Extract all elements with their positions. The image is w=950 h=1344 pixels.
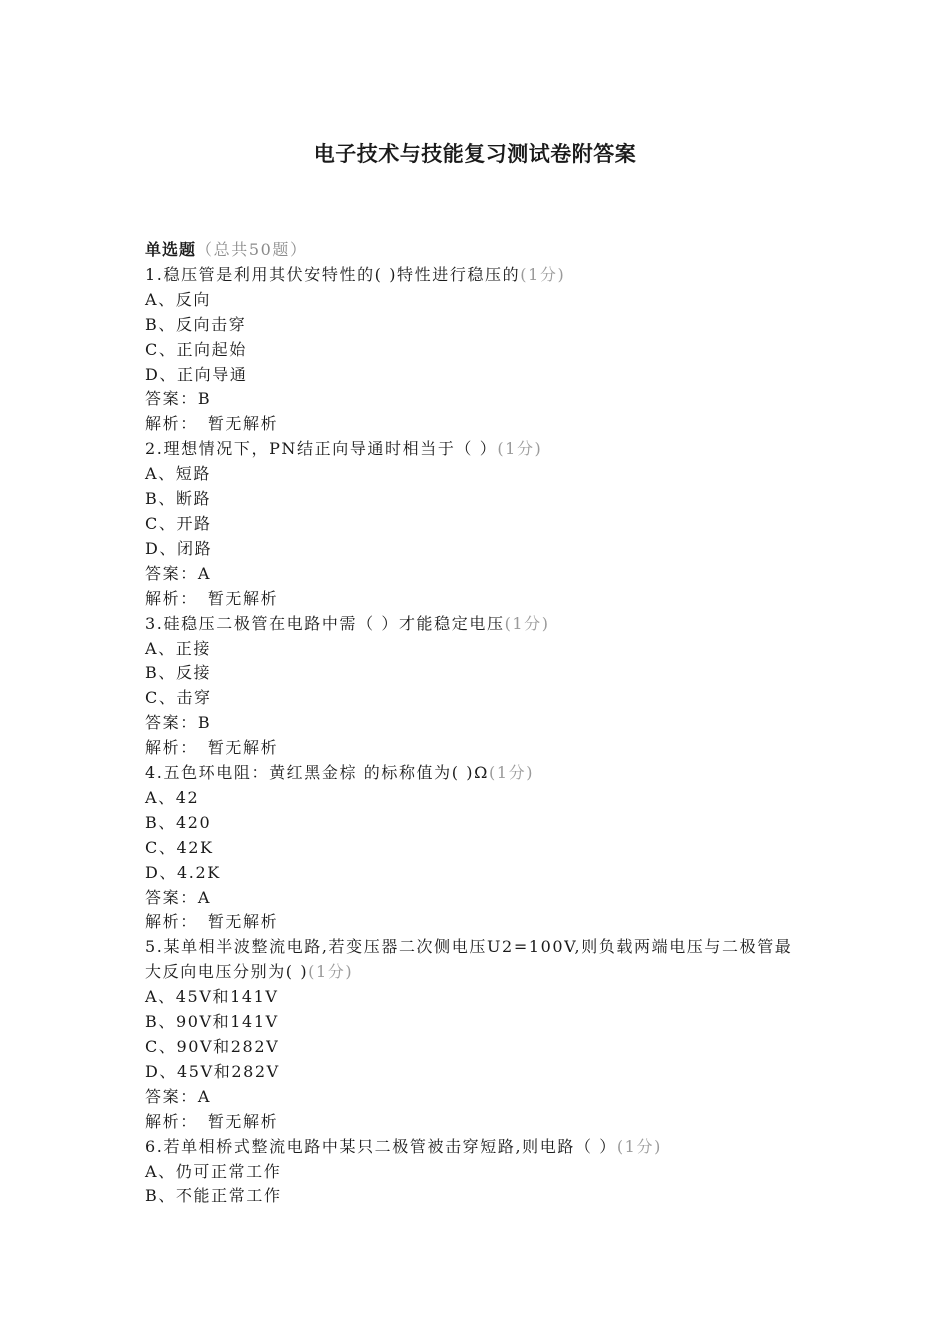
answer-value: A	[197, 1086, 211, 1106]
question-2	[145, 437, 805, 611]
question-score: (1分)	[308, 962, 354, 982]
answer-value: A	[197, 887, 211, 907]
analysis-line	[145, 587, 805, 612]
option-c: C、开路	[145, 513, 212, 533]
answer-label: 答案：	[145, 1086, 198, 1106]
option-d: D、4.2K	[145, 862, 221, 882]
analysis-label: 解析：	[145, 1111, 198, 1131]
question-score: (1分)	[504, 613, 550, 633]
question-text: 2.理想情况下，PN结正向导通时相当于（ ）	[145, 439, 498, 459]
answer-line	[145, 562, 805, 587]
option-c: C、正向起始	[145, 339, 247, 359]
question-text: 4.五色环电阻：黄红黑金棕 的标称值为( )Ω	[145, 763, 489, 783]
analysis-value: 暂无解析	[207, 912, 279, 932]
analysis-label: 解析：	[145, 414, 198, 434]
option-c: C、90V和282V	[145, 1037, 280, 1056]
answer-line	[145, 711, 805, 736]
option-d: D、闭路	[145, 538, 213, 558]
question-stem	[145, 437, 805, 462]
option-a: A、短路	[145, 464, 211, 484]
option-c: C、42K	[145, 837, 214, 857]
option-a: A、正接	[145, 638, 211, 658]
question-3	[145, 612, 805, 761]
analysis-label: 解析：	[145, 588, 198, 608]
option-b: B、不能正常工作	[145, 1186, 282, 1206]
section-label: 单选题	[145, 240, 197, 259]
option-a: A、42	[145, 787, 200, 807]
question-text: 6.若单相桥式整流电路中某只二极管被击穿短路,则电路（ ）	[145, 1136, 617, 1156]
analysis-line	[145, 1110, 805, 1135]
question-text: 1.稳压管是利用其伏安特性的( )特性进行稳压的	[145, 264, 521, 284]
option-b: B、反接	[145, 663, 212, 683]
analysis-value: 暂无解析	[207, 414, 279, 434]
analysis-line	[145, 736, 805, 761]
question-stem	[145, 263, 805, 288]
question-score: (1分)	[616, 1136, 662, 1156]
answer-line	[145, 886, 805, 911]
answer-line	[145, 387, 805, 412]
question-score: (1分)	[489, 763, 535, 783]
question-4	[145, 761, 805, 935]
question-list	[145, 238, 805, 1209]
analysis-line	[145, 412, 805, 437]
question-stem	[145, 612, 805, 637]
analysis-label: 解析：	[145, 912, 198, 932]
option-d: D、正向导通	[145, 364, 248, 384]
analysis-value: 暂无解析	[207, 588, 279, 608]
option-b: B、断路	[145, 489, 212, 509]
answer-label: 答案：	[145, 713, 198, 733]
question-1	[145, 263, 805, 437]
answer-value: B	[197, 713, 212, 733]
answer-value: B	[197, 389, 212, 409]
answer-label: 答案：	[145, 389, 198, 409]
option-c: C、击穿	[145, 688, 212, 708]
question-5	[145, 935, 805, 1134]
answer-label: 答案：	[145, 887, 198, 907]
option-a: A、仍可正常工作	[145, 1161, 282, 1181]
question-score: (1分)	[497, 439, 543, 459]
answer-line	[145, 1085, 805, 1110]
answer-label: 答案：	[145, 563, 198, 583]
question-stem	[145, 1135, 805, 1160]
analysis-label: 解析：	[145, 738, 198, 758]
question-stem	[145, 761, 805, 786]
option-b: B、反向击穿	[145, 314, 247, 334]
section-count: （总共50题）	[196, 240, 308, 259]
question-text: 5.某单相半波整流电路,若变压器二次侧电压U2=100V,则负载两端电压与二极管最大反向电压分别为( )	[145, 937, 793, 982]
option-a: A、反向	[145, 289, 211, 309]
question-score: (1分)	[520, 264, 566, 284]
answer-value: A	[197, 563, 211, 583]
analysis-line	[145, 910, 805, 935]
page-title: 电子技术与技能复习测试卷附答案	[313, 141, 637, 166]
analysis-value: 暂无解析	[207, 1111, 279, 1131]
option-d: D、45V和282V	[145, 1061, 280, 1081]
option-a: A、45V和141V	[145, 987, 279, 1007]
question-6	[145, 1135, 805, 1210]
question-text: 3.硅稳压二极管在电路中需（ ）才能稳定电压	[145, 613, 505, 633]
option-b: B、90V和141V	[145, 1012, 279, 1032]
option-b: B、420	[145, 812, 212, 832]
section-header	[145, 238, 805, 263]
question-stem	[145, 935, 805, 985]
analysis-value: 暂无解析	[207, 738, 279, 758]
